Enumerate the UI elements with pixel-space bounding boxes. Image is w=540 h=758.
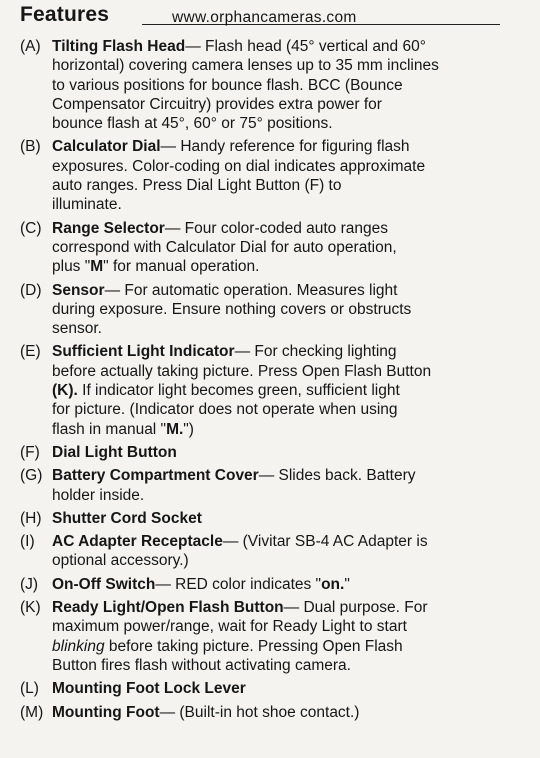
feature-list [20,37,526,722]
feature-name: On-Off Switch [52,575,156,593]
description-line [52,362,526,381]
feature-name: Dial Light Button [52,443,177,461]
feature-item [20,532,526,571]
feature-description [52,703,526,722]
description-line [52,400,526,419]
feature-description [52,598,526,675]
description-text: blinking before taking picture. Pressing Open Flash [52,637,403,655]
description-line [52,176,526,195]
feature-letter: (C) [20,219,42,237]
feature-name: Sensor [52,281,105,299]
source-url: www.orphancameras.com [172,9,357,26]
feature-item [20,219,526,277]
feature-letter: (K) [20,599,41,617]
description-line [52,114,526,133]
feature-name: Sufficient Light Indicator [52,343,235,361]
description-line [52,257,526,276]
feature-description [52,509,526,528]
description-text: (K). If indicator light becomes green, sufficient light [52,382,400,400]
description-text: auto ranges. Press Dial Light Button (F) to [52,177,342,195]
feature-item [20,466,526,505]
feature-item [20,37,526,133]
description-text: correspond with Calculator Dial for auto operation, [52,238,397,256]
description-text: — RED color indicates "on." [155,575,350,593]
description-line [52,679,526,698]
description-line [52,76,526,95]
description-line [52,703,526,722]
description-line [52,300,526,319]
feature-item [20,703,526,722]
description-line [52,238,526,257]
feature-description [52,137,526,214]
description-text: — For checking lighting [234,343,397,361]
description-line [52,195,526,214]
description-text: maximum power/range, wait for Ready Light to start [52,618,407,636]
description-line [52,656,526,675]
feature-description [52,281,526,339]
description-text: — For automatic operation. Measures light [104,281,398,299]
description-text: to various positions for bounce flash. BCC (Bounce [52,76,403,94]
description-text: sensor. [52,320,102,338]
feature-letter: (E) [20,343,41,361]
feature-item [20,509,526,528]
description-text: flash in manual "M.") [52,420,194,438]
description-text: — Dual purpose. For [283,599,428,617]
description-line [52,532,526,551]
feature-description [52,443,526,462]
page-title: Features [20,3,110,26]
feature-item [20,679,526,698]
description-text: during exposure. Ensure nothing covers or obstructs [52,300,412,318]
description-text: — Flash head (45° vertical and 60° [185,38,426,55]
feature-letter: (H) [20,509,42,527]
description-line [52,486,526,505]
feature-description [52,342,526,438]
feature-name: Battery Compartment Cover [52,467,259,485]
feature-letter: (G) [20,467,43,485]
description-line [52,37,526,56]
feature-name: Range Selector [52,219,165,237]
description-text: plus "M" for manual operation. [52,258,260,276]
description-line [52,342,526,361]
description-line [52,509,526,528]
description-text: before actually taking picture. Press Open Flash Button [52,362,432,380]
feature-name: Tilting Flash Head [52,38,186,55]
description-line [52,637,526,656]
description-text: Compensator Circuitry) provides extra power for [52,95,382,113]
description-text: Button fires flash without activating camera. [52,656,351,674]
description-text: — (Built-in hot shoe contact.) [159,703,360,721]
description-text: bounce flash at 45°, 60° or 75° positions. [52,115,333,133]
description-text: horizontal) covering camera lenses up to 35 mm inclines [52,57,439,75]
description-line [52,466,526,485]
feature-item [20,443,526,462]
description-text: optional accessory.) [52,552,189,570]
description-text: — (Vivitar SB-4 AC Adapter is [222,533,428,551]
feature-item [20,342,526,438]
description-line [52,381,526,400]
description-text: illuminate. [52,196,122,214]
feature-item [20,598,526,675]
feature-description [52,219,526,277]
description-line [52,575,526,594]
feature-description [52,679,526,698]
page-header [20,3,526,37]
feature-name: Shutter Cord Socket [52,509,202,527]
description-line [52,95,526,114]
description-text: for picture. (Indicator does not operate when using [52,401,398,419]
description-text: — Handy reference for figuring flash [160,138,410,156]
description-line [52,617,526,636]
feature-name: Mounting Foot Lock Lever [52,680,246,698]
feature-letter: (A) [20,38,41,55]
description-line [52,56,526,75]
description-line [52,137,526,156]
feature-name: Calculator Dial [52,138,161,156]
feature-item [20,281,526,339]
description-text: — Slides back. Battery [258,467,416,485]
feature-letter: (L) [20,680,39,698]
description-line [52,420,526,439]
feature-letter: (J) [20,575,39,593]
description-text: — Four color-coded auto ranges [164,219,389,237]
feature-letter: (F) [20,443,40,461]
description-line [52,219,526,238]
feature-item [20,575,526,594]
feature-letter: (B) [20,138,41,156]
feature-letter: (M) [20,703,44,721]
feature-name: AC Adapter Receptacle [52,533,223,551]
feature-description [52,37,526,133]
feature-description [52,532,526,571]
feature-letter: (I) [20,533,35,551]
description-line [52,551,526,570]
description-line [52,319,526,338]
feature-letter: (D) [20,281,42,299]
feature-item [20,137,526,214]
description-line [52,157,526,176]
feature-name: Mounting Foot [52,703,160,721]
description-line [52,443,526,462]
description-line [52,598,526,617]
description-text: exposures. Color-coding on dial indicates approximate [52,157,426,175]
description-line [52,281,526,300]
feature-description [52,575,526,594]
feature-description [52,466,526,505]
description-text: holder inside. [52,486,145,504]
feature-name: Ready Light/Open Flash Button [52,599,284,617]
